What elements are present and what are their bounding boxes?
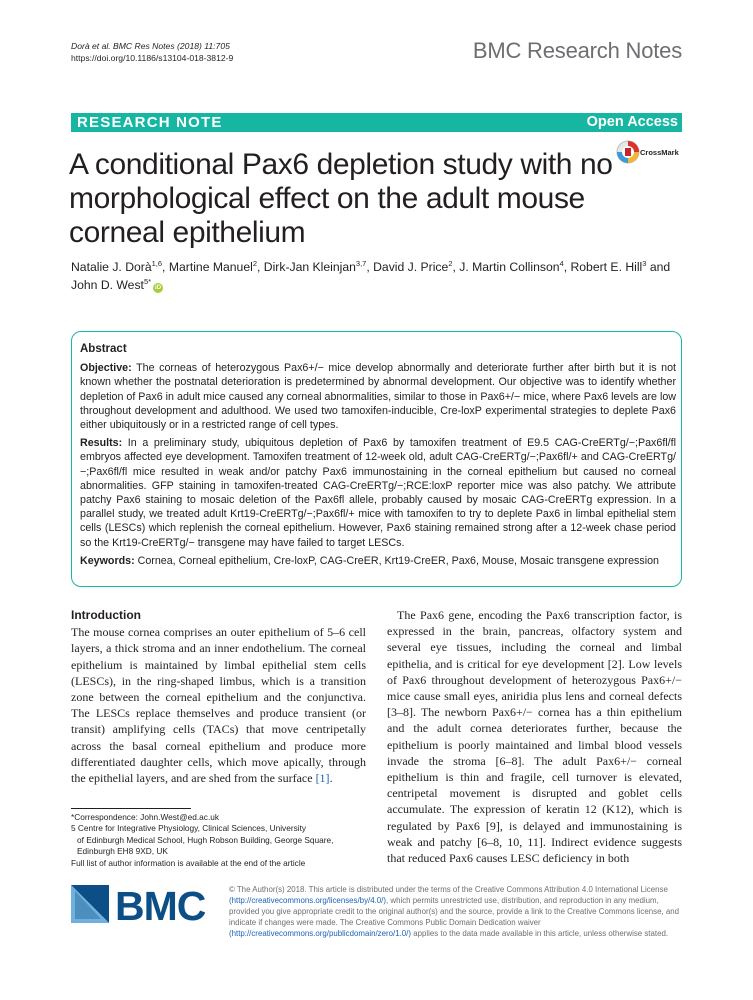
- open-access-label: Open Access: [586, 114, 678, 130]
- citation-line: Dorà et al. BMC Res Notes (2018) 11:705: [71, 41, 230, 51]
- orcid-icon[interactable]: iD: [155, 285, 162, 291]
- abstract-heading: Abstract: [80, 343, 127, 355]
- footnote-divider: [71, 808, 191, 809]
- left-column: [71, 607, 366, 786]
- body-paragraph: The Pax6 gene, encoding the Pax6 transcription factor, is expressed in the brain, pancreas, olfactory system and several eye tissues, including the corneal and limbal epithelia, and is critical for eye development [2]. Low levels of Pax6 throughout development of heterozygous Pax6+/− mice cause small eyes, aniridia plus lens and corneal defects [3–8]. The newborn Pax6+/− cornea has a thin epithelium and the adult cornea deteriorates further, because the epithelium is poorly maintained and limbal blood vessels invade the stroma [6–8]. The adult Pax6+/− corneal epithelium is thin and fragile, cell turnover is elevated, centripetal movement is disrupted and goblet cells accumulate. The expression of keratin 12 (K12), which is regulated by Pax6 [9], is delayed and immunostaining is weak and patchy [6–8, 10, 11]. Indirect evidence suggests that reduced Pax6 causes LESC deficiency in both: [387, 608, 682, 866]
- reference-link[interactable]: [1]: [315, 771, 330, 786]
- license-link[interactable]: (http://creativecommons.org/licenses/by/4.0/): [229, 896, 386, 905]
- author-name[interactable]: Natalie J. Dorà: [71, 260, 152, 274]
- bmc-logo-text: BMC: [115, 883, 206, 927]
- article-title: A conditional Pax6 depletion study with no morphological effect on the adult mouse corneal epithelium: [69, 148, 613, 249]
- article-type-banner: [71, 113, 682, 132]
- license-text: © The Author(s) 2018. This article is distributed under the terms of the Creative Commons Attribution 4.0 International License (http://creativecommons.org/licenses/by/4.0/), which permits unrestricted use, distribution, and reproduction in any medium, provided you give appropriate credit to the original author(s) and the source, provide a link to the Creative Commons license, and indicate if changes were made. The Creative Commons Public Domain Dedication waiver (http://creativecommons.org/publicdomain/zero/1.0/) applies to the data made available in this article, unless otherwise stated.: [229, 885, 680, 938]
- citation-block: [71, 40, 233, 64]
- abstract-keywords: Keywords: Cornea, Corneal epithelium, Cre-loxP, CAG-CreER, Krt19-CreER, Pax6, Mouse, Mosaic transgene expression: [80, 554, 659, 567]
- affiliation: 5 Centre for Integrative Physiology, Clinical Sciences, University: [71, 823, 307, 834]
- author-name[interactable]: David J. Price: [373, 260, 449, 274]
- author-name[interactable]: Dirk-Jan Kleinjan: [263, 260, 356, 274]
- bmc-logo: [71, 881, 211, 927]
- abstract-objective: Objective: The corneas of heterozygous Pax6+/− mice develop abnormally and deteriorate further after birth but it is not known whether the postnatal deterioration is predetermined by abnormal development. Our objective was to identify whether depletion of Pax6 in adult mice caused any corneal abnormalities, similar to those in Pax6+/− mice, where Pax6 levels are low throughout development and adulthood. We used two tamoxifen-inducible, Cre-loxP experimental strategies to deplete Pax6 either ubiquitously or in a restricted range of cell types.: [80, 362, 676, 432]
- public-domain-link[interactable]: (http://creativecommons.org/publicdomain/zero/1.0/): [229, 929, 412, 938]
- abstract-results: Results: In a preliminary study, ubiquitous depletion of Pax6 by tamoxifen treatment of E9.5 CAG-CreERTg/−;Pax6fl/fl embryos affected eye development. Tamoxifen treatment of 12-week old, adult CAG-CreERTg/−;Pax6fl/+ and CAG-CreERTg/−;Pax6fl/fl mice resulted in weak and/or patchy Pax6 immunostaining in the corneal epithelium but caused no corneal abnormalities. GFP staining in tamoxifen-treated CAG-CreERTg/−;RCE:loxP reporter mice was also patchy. We attribute patchy Pax6 staining to mosaic deletion of the Pax6fl allele, probably caused by mosaic CAG-CreERTg expression. In a parallel study, we treated adult Krt19-CreERTg/−;Pax6fl/+ mice with tamoxifen to try to deplete Pax6 in limbal epithelial stem cells (LESCs) which replenish the corneal epithelium. However, Pax6 staining remained strong after a 12-week chase period so the Krt19-CreERTg/− transgene may have failed to target LESCs.: [80, 437, 676, 549]
- author-name[interactable]: Robert E. Hill: [570, 260, 643, 274]
- author-info-note: Full list of author information is available at the end of the article: [71, 857, 306, 868]
- correspondence[interactable]: *Correspondence: John.West@ed.ac.uk: [71, 812, 220, 822]
- doi-line[interactable]: https://doi.org/10.1186/s13104-018-3812-9: [71, 53, 234, 63]
- introduction-heading: Introduction: [71, 608, 141, 622]
- right-column: [387, 607, 682, 866]
- affiliation: Edinburgh EH8 9XD, UK: [77, 846, 168, 857]
- footnotes: [71, 812, 366, 869]
- author-list: Natalie J. Dorà$^{1,6}$, Martine Manuel$^2$, Dirk-Jan Kleinjan$^{3,7}$, David J. Price$^2$, J. Martin Collinson$^4$, Robert E. Hill$^3$ and John D. West$^{5*}$iD: [71, 258, 671, 292]
- abstract-box: [71, 331, 682, 587]
- introduction-paragraph: The mouse cornea comprises an outer epithelium of 5–6 cell layers, a thick stroma and an inner endothelium. The corneal epithelium is maintained by limbal epithelial stem cells (LESCs), in the ring-shaped limbus, which is a transition zone between the corneal epithelium and the conjunctiva. The LESCs replace themselves and produce transient (or transit) amplifying cells (TACs) that move centripetally across the basal corneal epithelium and produce more differentiated daughter cells, which move apically, through the epithelial layers, and are shed from the surface [1].: [71, 625, 366, 786]
- journal-name: BMC Research Notes: [472, 38, 682, 63]
- affiliation: of Edinburgh Medical School, Hugh Robson Building, George Square,: [77, 834, 334, 845]
- author-name[interactable]: John D. West: [71, 278, 144, 292]
- author-name[interactable]: Martine Manuel: [168, 260, 253, 274]
- crossmark-label: CrossMark: [640, 148, 679, 157]
- author-name[interactable]: J. Martin Collinson: [459, 260, 560, 274]
- article-type-label: RESEARCH NOTE: [77, 114, 223, 131]
